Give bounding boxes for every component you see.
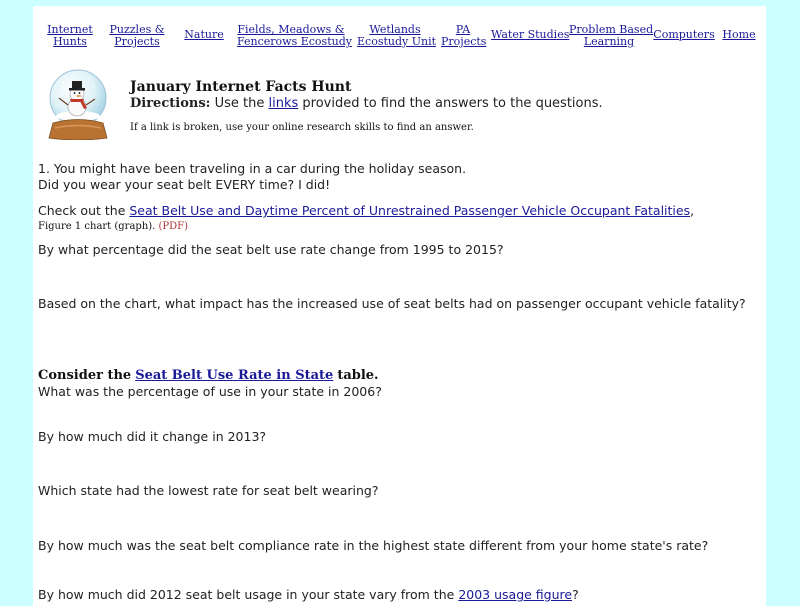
check-out-line: Check out the Seat Belt Use and Daytime Percent of Unrestrained Passenger Vehicle Occupant Fatalities, Figure 1 chart (graph). (PDF) [38,203,753,235]
question-1: 1. You might have been traveling in a car during the holiday season. Did you wear your seat belt EVERY time? I did! [38,161,467,192]
directions: Directions: Use the links provided to find the answers to the questions. [130,96,603,111]
question-highest-state: By how much was the seat belt compliance rate in the highest state different from your home state's rate? [38,538,709,553]
nav-nature[interactable]: Nature [184,28,224,41]
snowman-snowglobe-icon [43,68,113,140]
links-link[interactable]: links [268,96,299,111]
usage-2003-link[interactable]: 2003 usage figure [458,587,573,602]
nav-home[interactable]: Home [722,28,756,41]
nav-pa-projects[interactable]: PA Projects [441,23,487,48]
seat-belt-state-table-link[interactable]: Seat Belt Use Rate in State [135,368,334,383]
page-title: January Internet Facts Hunt [130,79,352,95]
nav-water-studies[interactable]: Water Studies [491,28,570,41]
directions-label: Directions: [130,96,211,111]
broken-link-note: If a link is broken, use your online research skills to find an answer. [130,122,474,133]
question-change-2013: By how much did it change in 2013? [38,429,267,444]
nav-fields-meadows[interactable]: Fields, Meadows & Fencerows Ecostudy [237,23,352,48]
nav-puzzles-projects[interactable]: Puzzles & Projects [109,23,165,48]
nav-wetlands[interactable]: Wetlands Ecostudy Unit [357,23,437,48]
nav-internet-hunts[interactable]: Internet Hunts [47,23,93,48]
question-2012-usage: By how much did 2012 seat belt usage in your state vary from the 2003 usage figure? [38,587,579,602]
consider-table-line: Consider the Seat Belt Use Rate in State table. What was the percentage of use in your state in 2006? [38,367,753,400]
content-page [33,6,766,606]
figure-caption: Figure 1 chart (graph). (PDF) [38,221,189,232]
page-header [33,66,766,146]
pdf-label: (PDF) [158,221,189,232]
question-impact: Based on the chart, what impact has the increased use of seat belts had on passenger occupant vehicle fatality? [38,296,746,311]
nav-computers[interactable]: Computers [653,28,715,41]
nav-problem-based-learning[interactable]: Problem Based Learning [569,23,654,48]
question-percent-change: By what percentage did the seat belt use rate change from 1995 to 2015? [38,242,504,257]
seat-belt-use-link[interactable]: Seat Belt Use and Daytime Percent of Unrestrained Passenger Vehicle Occupant Fatalities [129,203,691,218]
question-lowest-state: Which state had the lowest rate for seat belt wearing? [38,483,379,498]
question-state-2006: What was the percentage of use in your state in 2006? [38,384,382,399]
top-navigation [33,20,766,60]
